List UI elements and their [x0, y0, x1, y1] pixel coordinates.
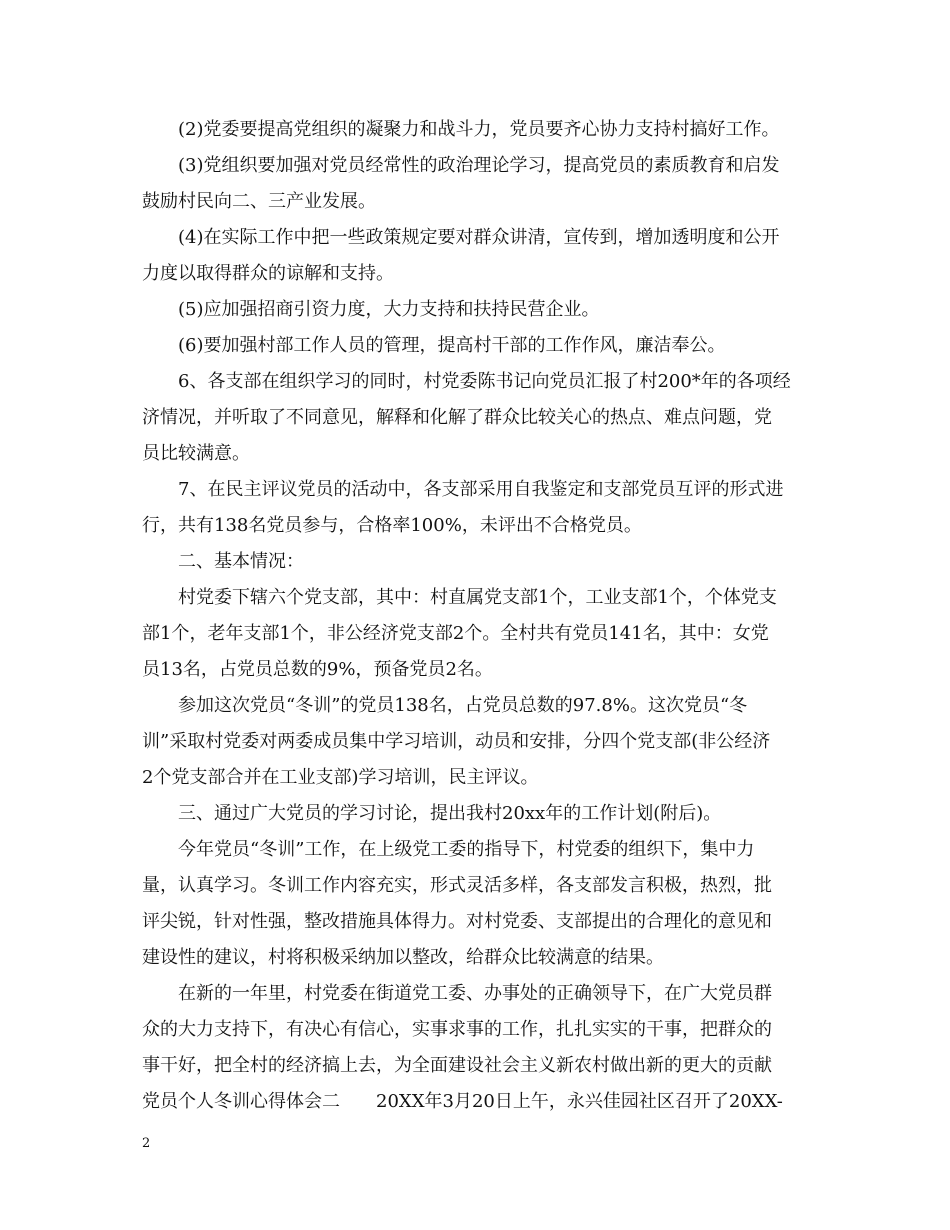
- text-line: 员13名，占党员总数的9%，预备党员2名。: [142, 659, 493, 680]
- text-line: 今年党员“冬训”工作，在上级党工委的指导下，村党委的组织下，集中力: [178, 839, 755, 860]
- page-number: 2: [142, 1136, 151, 1151]
- text-line: 2个党支部合并在工业支部)学习培训，民主评议。: [142, 767, 539, 788]
- text-line: 党员个人冬训心得体会二 20XX年3月20日上午，永兴佳园社区召开了20XX-: [142, 1091, 783, 1112]
- body-text: [142, 112, 810, 1120]
- text-line: 员比较满意。: [142, 443, 250, 464]
- text-line: 建设性的建议，村将积极采纳加以整改，给群众比较满意的结果。: [142, 947, 664, 968]
- text-line: 事干好，把全村的经济搞上去，为全面建设社会主义新农村做出新的更大的贡献: [142, 1055, 772, 1076]
- text-line: (4)在实际工作中把一些政策规定要对群众讲清，宣传到，增加透明度和公开: [178, 227, 780, 248]
- section-heading: 二、基本情况：: [178, 551, 304, 572]
- text-line: (3)党组织要加强对党员经常性的政治理论学习，提高党员的素质教育和启发: [178, 155, 780, 176]
- text-line: 济情况，并听取了不同意见，解释和化解了群众比较关心的热点、难点问题，党: [142, 407, 772, 428]
- text-line: 力度以取得群众的谅解和支持。: [142, 263, 394, 284]
- text-line: 评尖锐，针对性强，整改措施具体得力。对村党委、支部提出的合理化的意见和: [142, 911, 772, 932]
- text-line: 量，认真学习。冬训工作内容充实，形式灵活多样，各支部发言积极，热烈，批: [142, 875, 772, 896]
- text-line: 部1个，老年支部1个，非公经济党支部2个。全村共有党员141名，其中：女党: [142, 623, 769, 644]
- text-line: 在新的一年里，村党委在街道党工委、办事处的正确领导下，在广大党员群: [178, 983, 772, 1004]
- text-line: (5)应加强招商引资力度，大力支持和扶持民营企业。: [178, 299, 600, 320]
- section-heading: 三、通过广大党员的学习讨论，提出我村20xx年的工作计划(附后)。: [178, 803, 722, 824]
- text-line: 行，共有138名党员参与，合格率100%，未评出不合格党员。: [142, 515, 642, 536]
- text-line: 7、在民主评议党员的活动中，各支部采用自我鉴定和支部党员互评的形式进: [178, 479, 784, 500]
- text-line: 6、各支部在组织学习的同时，村党委陈书记向党员汇报了村200*年的各项经: [178, 371, 791, 392]
- text-line: 训”采取村党委对两委成员集中学习培训，动员和安排，分四个党支部(非公经济: [142, 731, 771, 752]
- text-line: 参加这次党员“冬训”的党员138名，占党员总数的97.8%。这次党员“冬: [178, 695, 748, 716]
- text-line: 村党委下辖六个党支部，其中：村直属党支部1个，工业支部1个，个体党支: [178, 587, 777, 608]
- text-line: (2)党委要提高党组织的凝聚力和战斗力，党员要齐心协力支持村搞好工作。: [178, 119, 780, 140]
- text-line: 鼓励村民向二、三产业发展。: [142, 191, 376, 212]
- text-line: 众的大力支持下，有决心有信心，实事求事的工作，扎扎实实的干事，把群众的: [142, 1019, 772, 1040]
- text-line: (6)要加强村部工作人员的管理，提高村干部的工作作风，廉洁奉公。: [178, 335, 726, 356]
